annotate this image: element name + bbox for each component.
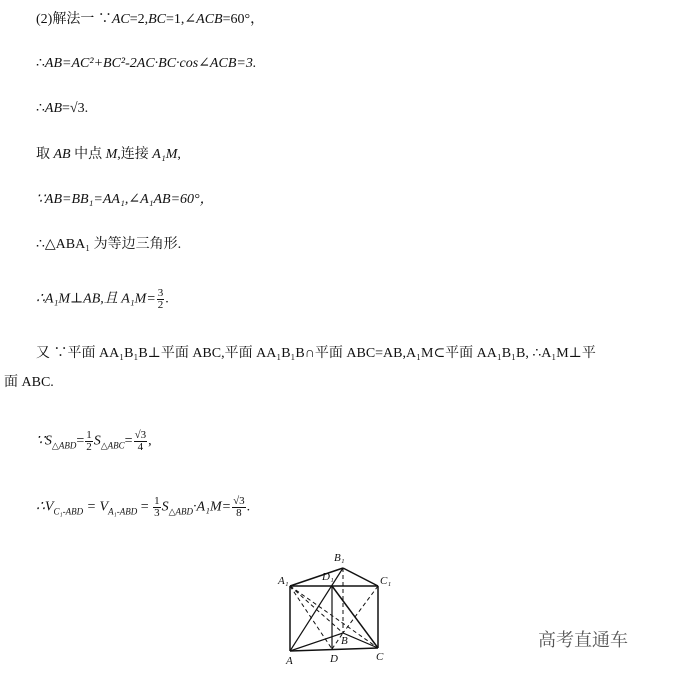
denominator: 2 bbox=[86, 441, 92, 453]
text: ∵S bbox=[36, 433, 52, 449]
fraction bbox=[157, 288, 165, 311]
denominator: 2 bbox=[157, 299, 164, 311]
text: 中点 bbox=[70, 147, 106, 162]
label-d1: D₁ bbox=[322, 571, 334, 583]
prism-diagram bbox=[270, 548, 400, 673]
text: =1,∠ bbox=[166, 12, 197, 27]
var: M bbox=[105, 147, 118, 162]
dashed-a1c bbox=[290, 586, 378, 648]
numerator: √3 bbox=[134, 429, 147, 441]
subscript: △ABC bbox=[100, 440, 125, 451]
edge-ac bbox=[290, 648, 378, 651]
var: ACB bbox=[196, 12, 223, 27]
solution-line-5: ∵AB=BB₁=AA₁,∠A₁AB=60°， bbox=[36, 192, 214, 207]
solution-line-2 bbox=[36, 55, 256, 73]
var: BC bbox=[148, 12, 167, 27]
var: AB bbox=[44, 101, 63, 116]
denominator: 3 bbox=[154, 507, 160, 519]
solution-line-3 bbox=[36, 100, 88, 118]
text: =√3. bbox=[62, 101, 89, 116]
text: 取 bbox=[36, 147, 54, 162]
text: ,连接 bbox=[117, 147, 153, 162]
fraction bbox=[85, 430, 93, 453]
var: AB bbox=[44, 56, 63, 71]
label-b1: B₁ bbox=[334, 552, 345, 564]
label-a: A bbox=[286, 655, 293, 667]
text: , bbox=[148, 433, 152, 449]
text: = bbox=[137, 499, 153, 515]
watermark-text: 高考直通车 bbox=[538, 630, 628, 651]
solution-line-6: ∴△ABA₁ 为等边三角形. bbox=[36, 237, 182, 252]
label-c: C bbox=[376, 651, 384, 663]
edge-ab bbox=[290, 633, 343, 651]
solution-line-10 bbox=[36, 430, 152, 455]
label-b: B bbox=[341, 635, 348, 647]
text: = bbox=[76, 433, 85, 449]
solution-line-4 bbox=[36, 146, 181, 164]
dashed-c1b bbox=[343, 586, 378, 633]
because-symbol: ∵ bbox=[97, 12, 112, 27]
text: =2, bbox=[129, 12, 149, 27]
denominator: 8 bbox=[236, 507, 242, 519]
text: . bbox=[246, 499, 251, 515]
text: = bbox=[124, 433, 133, 449]
text: . bbox=[165, 291, 169, 307]
numerator: 1 bbox=[86, 429, 92, 441]
solution-line-8: 又 ∵平面 AA₁B₁B⊥平面 ABC,平面 AA₁B₁B∩平面 ABC=AB,A₁M⊂平面 AA₁B₁B, ∴A₁M⊥平 bbox=[36, 346, 596, 361]
text: =AC²+BC²-2AC·BC·cos∠ACB=3. bbox=[62, 56, 257, 71]
dashed-a1b bbox=[290, 586, 343, 633]
solution-line-1 bbox=[36, 11, 264, 29]
var: AB bbox=[53, 147, 71, 162]
label-a1: A₁ bbox=[278, 575, 289, 587]
text: =60°， bbox=[222, 12, 265, 27]
text: S bbox=[93, 433, 101, 449]
var: AC bbox=[111, 12, 130, 27]
edge-a1b1 bbox=[290, 568, 343, 586]
text: S bbox=[161, 499, 169, 515]
edge-b1c1 bbox=[343, 568, 378, 586]
numerator: √3 bbox=[233, 495, 245, 507]
subscript: △ABD bbox=[168, 506, 194, 517]
solution-line-9: 面 ABC. bbox=[4, 375, 54, 390]
numerator: 3 bbox=[157, 287, 164, 299]
text: ∴V bbox=[36, 499, 54, 515]
subscript: C₁-ABD bbox=[53, 506, 84, 517]
text: = V bbox=[83, 499, 109, 515]
method-label: (2)解法一 bbox=[36, 12, 98, 27]
fraction bbox=[134, 430, 148, 453]
therefore-symbol: ∴ bbox=[36, 56, 45, 71]
subscript: △ABD bbox=[51, 440, 77, 451]
var: A₁M bbox=[152, 147, 178, 162]
prism-svg bbox=[270, 548, 400, 668]
subscript: A₁-ABD bbox=[108, 506, 138, 517]
label-c1: C₁ bbox=[380, 575, 392, 587]
fraction bbox=[232, 496, 246, 519]
therefore-symbol: ∴ bbox=[36, 101, 45, 116]
text: , bbox=[177, 147, 181, 162]
label-d: D bbox=[330, 653, 338, 665]
text: ∴A₁M⊥AB,且 A₁M= bbox=[36, 291, 156, 307]
text: ·A₁M= bbox=[193, 499, 232, 515]
fraction bbox=[153, 496, 161, 519]
numerator: 1 bbox=[154, 495, 160, 507]
solution-line-11 bbox=[36, 496, 250, 521]
denominator: 4 bbox=[137, 441, 144, 453]
solution-line-7 bbox=[36, 288, 169, 311]
